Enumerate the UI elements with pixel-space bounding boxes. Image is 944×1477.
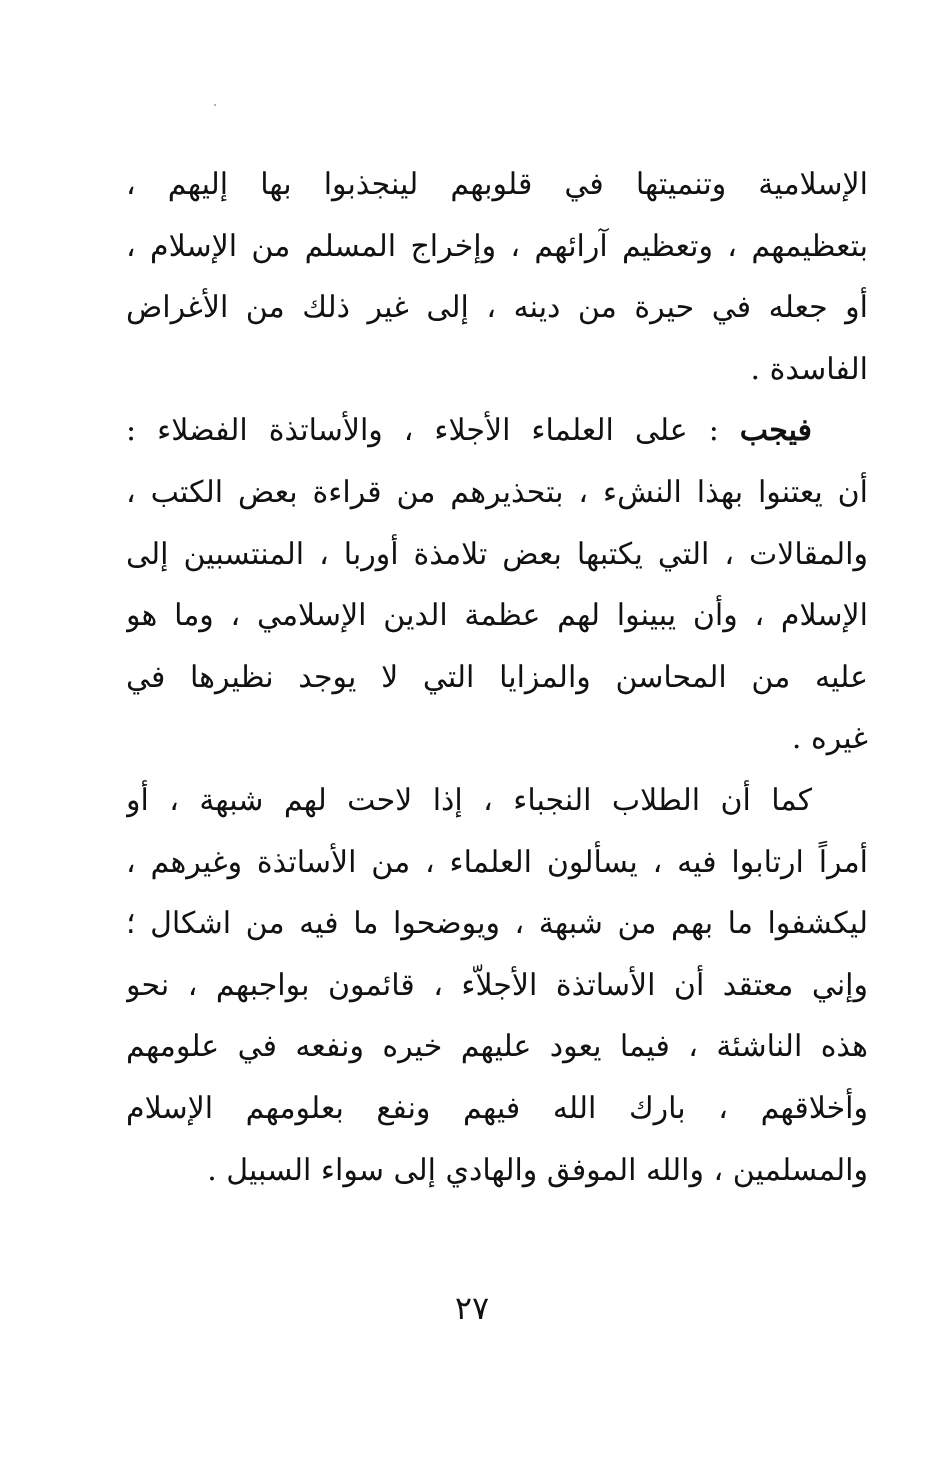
text-line: الإسلام ، وأن يبينوا لهم عظمة الدين الإسلامي ، وما هو [126,598,868,634]
text-line: هذه الناشئة ، فيما يعود عليهم خيره ونفعه في علومهم [126,1029,868,1065]
text-line: أو جعله في حيرة من دينه ، إلى غير ذلك من الأغراض [126,290,868,326]
lead-word: فيجب [739,413,812,449]
text-line: والمقالات ، التي يكتبها بعض تلامذة أوربا ، المنتسبين إلى [126,536,868,572]
text-line: وإني معتقد أن الأساتذة الأجلاّء ، قائمون بواجبهم ، نحو [126,967,868,1003]
text-line: عليه من المحاسن والمزايا التي لا يوجد نظيرها في [126,659,868,695]
text-line: أمراً ارتابوا فيه ، يسألون العلماء ، من الأساتذة وغيرهم ، [126,844,868,880]
text-line: وأخلاقهم ، بارك الله فيهم ونفع بعلومهم الإسلام [126,1090,868,1126]
paragraph-first-line: كما أن الطلاب النجباء ، إذا لاحت لهم شبهة ، أو [126,782,812,818]
page-speck [214,104,216,106]
first-line-rest: : على العلماء الأجلاء ، والأساتذة الفضلاء : [126,413,740,449]
page-number: ٢٧ [454,1289,490,1327]
text-line: بتعظيمهم ، وتعظيم آرائهم ، وإخراج المسلم من الإسلام ، [126,228,868,264]
paragraph-first-line [126,400,868,462]
text-line: ليكشفوا ما بهم من شبهة ، ويوضحوا ما فيه من اشكال ؛ [126,906,868,942]
text-line: والمسلمين ، والله الموفق والهادي إلى سواء السبيل . [207,1152,868,1188]
text-line: أن يعتنوا بهذا النشء ، بتحذيرهم من قراءة بعض الكتب ، [126,474,868,510]
text-line: الفاسدة . [750,351,868,387]
text-line: غيره . [791,721,868,757]
text-line: الإسلامية وتنميتها في قلوبهم لينجذبوا بها إليهم ، [126,167,868,202]
body-text [126,154,868,1201]
